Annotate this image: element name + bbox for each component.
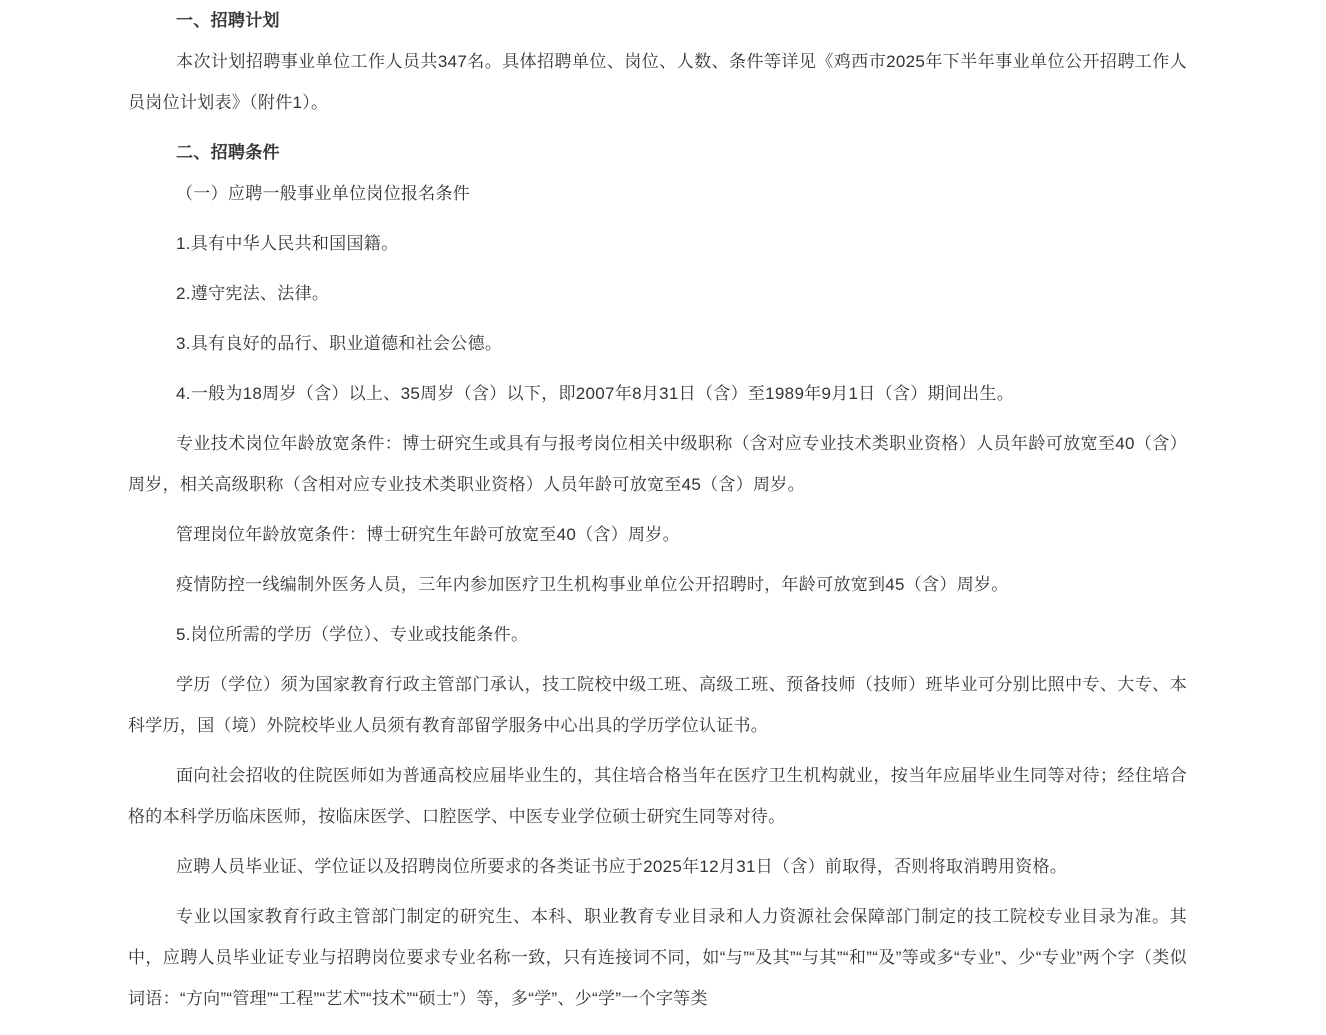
- paragraph: 学历（学位）须为国家教育行政主管部门承认，技工院校中级工班、高级工班、预备技师（技师）班毕业可分别比照中专、大专、本科学历，国（境）外院校毕业人员须有教育部留学服务中心出具的学历学位认证书。: [128, 675, 1187, 735]
- article-body: [128, 0, 1187, 1019]
- paragraph: 管理岗位年龄放宽条件：博士研究生年龄可放宽至40（含）周岁。: [176, 525, 680, 544]
- paragraph: 面向社会招收的住院医师如为普通高校应届毕业生的，其住培合格当年在医疗卫生机构就业，按当年应届毕业生同等对待；经住培合格的本科学历临床医师，按临床医学、口腔医学、中医专业学位硕士研究生同等对待。: [128, 766, 1187, 826]
- paragraph: 专业技术岗位年龄放宽条件：博士研究生或具有与报考岗位相关中级职称（含对应专业技术类职业资格）人员年龄可放宽至40（含）周岁，相关高级职称（含相对应专业技术类职业资格）人员年龄可放宽至45（含）周岁。: [128, 434, 1187, 494]
- paragraph: 本次计划招聘事业单位工作人员共347名。具体招聘单位、岗位、人数、条件等详见《鸡西市2025年下半年事业单位公开招聘工作人员岗位计划表》（附件1）。: [128, 52, 1187, 112]
- paragraph: 4.一般为18周岁（含）以上、35周岁（含）以下，即2007年8月31日（含）至1989年9月1日（含）期间出生。: [176, 384, 1015, 403]
- section-heading: 一、招聘计划: [176, 11, 280, 30]
- paragraph: 疫情防控一线编制外医务人员，三年内参加医疗卫生机构事业单位公开招聘时，年龄可放宽到45（含）周岁。: [176, 575, 1009, 594]
- paragraph: 5.岗位所需的学历（学位）、专业或技能条件。: [176, 625, 529, 644]
- paragraph: 应聘人员毕业证、学位证以及招聘岗位所要求的各类证书应于2025年12月31日（含）前取得，否则将取消聘用资格。: [176, 857, 1068, 876]
- paragraph: 2.遵守宪法、法律。: [176, 284, 330, 303]
- paragraph: 3.具有良好的品行、职业道德和社会公德。: [176, 334, 503, 353]
- section-heading: 二、招聘条件: [176, 143, 280, 162]
- paragraph: （一）应聘一般事业单位岗位报名条件: [176, 184, 471, 203]
- paragraph: 专业以国家教育行政主管部门制定的研究生、本科、职业教育专业目录和人力资源社会保障部门制定的技工院校专业目录为准。其中，应聘人员毕业证专业与招聘岗位要求专业名称一致，只有连接词不同，如“与”“及其”“与其”“和”“及”等或多“专业”、少“专业”两个字（类似词语：“方向”“管理”“工程”“艺术”“技术”“硕士”）等，多“学”、少“学”一个字等类: [128, 907, 1187, 1008]
- paragraph: 1.具有中华人民共和国国籍。: [176, 234, 399, 253]
